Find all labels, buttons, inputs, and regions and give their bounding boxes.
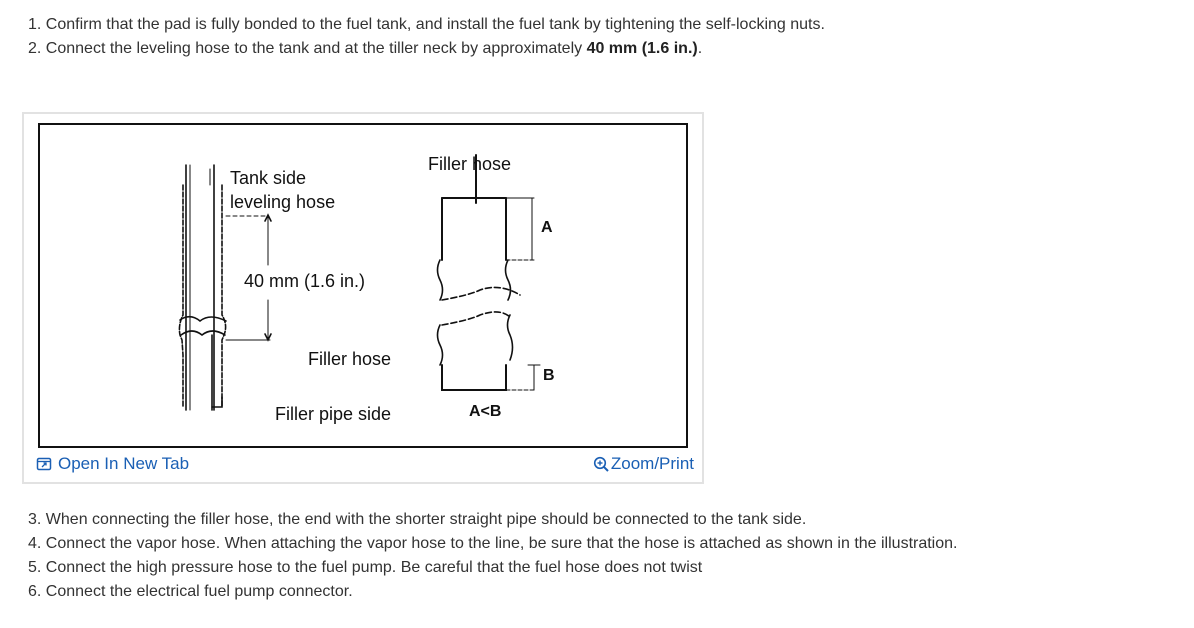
step-text: Connect the leveling hose to the tank and at the tiller neck by approximately (45, 40, 587, 57)
zoom-in-icon (593, 456, 609, 472)
step-number: 5. (28, 559, 42, 576)
zoom-print-label: Zoom/Print (610, 454, 694, 473)
step-item (28, 580, 957, 604)
label-b: B (543, 367, 555, 384)
hose-wave (438, 260, 443, 300)
step-number: 6. (28, 583, 42, 600)
open-in-new-tab-link[interactable] (36, 454, 189, 474)
open-in-new-tab-label: Open In New Tab (58, 454, 190, 473)
hose-wave (438, 325, 443, 365)
step-text: Connect the electrical fuel pump connector. (45, 583, 353, 600)
hose-bulge (181, 331, 225, 335)
instruction-steps-bottom (28, 508, 957, 604)
step-text-end: . (697, 40, 703, 57)
step-item (28, 508, 957, 532)
label-a: A (541, 219, 553, 236)
step-text: Connect the high pressure hose to the fuel pump. Be careful that the fuel hose does not twist (45, 559, 703, 576)
step-text: When connecting the filler hose, the end with the shorter straight pipe should be connected to the tank side. (45, 511, 807, 528)
step-number: 1. (28, 16, 42, 33)
step-number: 2. (28, 40, 42, 57)
filler-hose-bottom (442, 365, 506, 390)
label-tank-side: Tank side (230, 168, 307, 188)
filler-hose-top (442, 198, 506, 260)
external-window-icon (36, 456, 52, 472)
illustration-container (22, 112, 704, 484)
hose-wave (506, 260, 511, 300)
hose-bulge (180, 317, 226, 321)
step-text: Connect the vapor hose. When attaching the vapor hose to the line, be sure that the hose is attached as shown in the illustration. (45, 535, 958, 552)
label-filler-hose-top: Filler hose (428, 154, 512, 174)
hose-outline (179, 185, 183, 407)
step-number: 3. (28, 511, 42, 528)
zoom-print-link[interactable] (593, 454, 694, 474)
step-emphasis: 40 mm (1.6 in.) (586, 40, 698, 57)
step-item (28, 37, 825, 61)
label-measurement: 40 mm (1.6 in.) (244, 271, 366, 291)
step-item (28, 556, 957, 580)
instruction-steps-top (28, 13, 825, 61)
label-leveling-hose: leveling hose (230, 192, 336, 212)
hose-wave (508, 315, 513, 360)
step-number: 4. (28, 535, 42, 552)
label-filler-hose-left: Filler hose (308, 349, 392, 369)
hose-outline (222, 185, 226, 407)
label-filler-pipe-side: Filler pipe side (275, 404, 392, 424)
step-text: Confirm that the pad is fully bonded to the fuel tank, and install the fuel tank by tightening the self-locking nuts. (45, 16, 825, 33)
hose-break (442, 312, 510, 325)
step-item (28, 13, 825, 37)
step-item (28, 532, 957, 556)
illustration-frame[interactable] (38, 123, 688, 448)
label-a-less-than-b: A<B (469, 403, 502, 420)
